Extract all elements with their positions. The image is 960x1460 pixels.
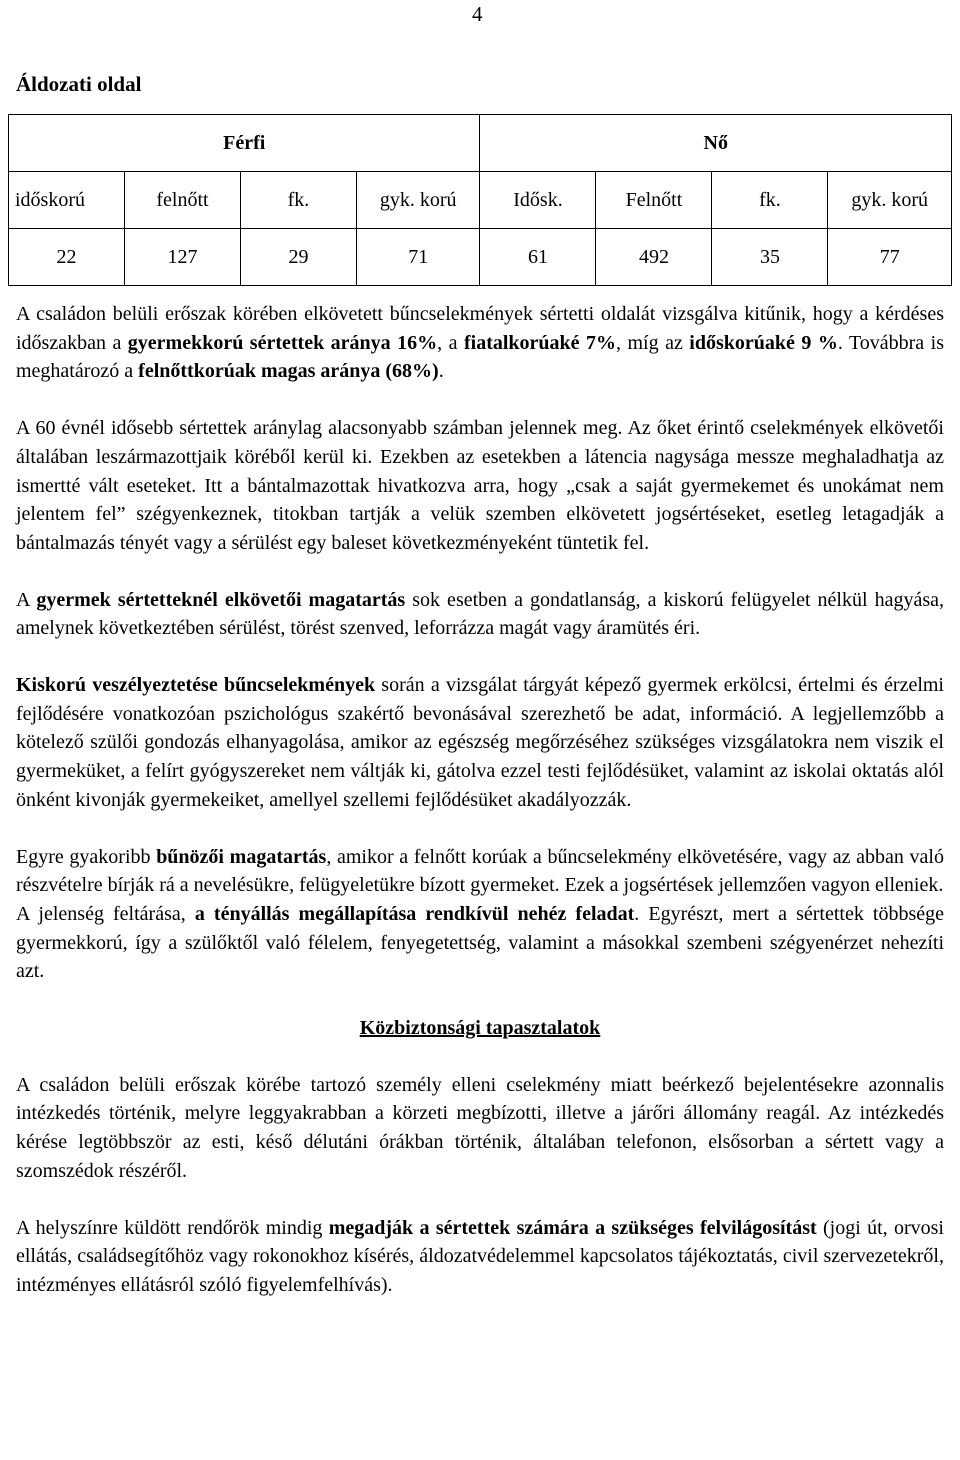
- page-number: 4: [472, 2, 483, 26]
- table-cell: 127: [124, 229, 240, 286]
- paragraph-investigation: A jelenség feltárása, a tényállás megállapítása rendkívül nehéz feladat. Egyrészt, mert a sértettek többsége gyermekkorú, így a szülőktől való félelem, fenyegetettség, valamint a másokkal szembeni szégyenérzet nehezíti azt.: [16, 902, 945, 983]
- table-cell: 71: [356, 229, 480, 286]
- table-cell: 35: [712, 229, 828, 286]
- paragraph-police-information: A helyszínre küldött rendőrök mindig megadják a sértettek számára a szükséges felvilágosítást (jogi út, orvosi ellátás, családsegítőhöz vagy rokonokhoz kísérés, áldozatvédelemmel kapcsolatos tájékoztatás, civil szervezetekről, intézményes ellátásról szóló figyelemfelhívás).: [16, 1216, 944, 1296]
- paragraph-victim-ratios: A családon belüli erőszak körében elkövetett bűncselekmények sértetti oldalát vizsgálva kitűnik, hogy a kérdéses időszakban a gyermekkorú sértettek aránya 16%, a fiatalkorúaké 7%, míg az időskorúaké 9 %. Továbbra is meghatározó a felnőttkorúak magas aránya (68%).: [16, 303, 944, 383]
- column-label: gyk. korú: [828, 172, 952, 229]
- body-text: [16, 300, 944, 1300]
- paragraph-criminal-conduct: Egyre gyakoribb bűnözői magatartás, amikor a felnőtt korúak a bűncselekmény elkövetésére, vagy az abban való részvételre bírják rá a nevelésükre, felügyeletükre bízott gyermeket. Ezek a jogsértések jellemzően vagyon elleniek.: [16, 845, 944, 897]
- column-label: felnőtt: [124, 172, 240, 229]
- paragraph-police-response: A családon belüli erőszak körébe tartozó személy elleni cselekmény miatt beérkező bejelentésekre azonnalis intézkedés történik, melyre leggyakrabban a körzeti megbízotti, illetve a járőri állomány reagál. Az intézkedés kérése legtöbbször az esti, késő délutáni órákban történik, általában telefonon, elsősorban a sértett vagy a szomszédok részéről.: [16, 1073, 944, 1182]
- group-header-male: Férfi: [9, 115, 480, 172]
- subsection-heading: Közbiztonsági tapasztalatok: [359, 1017, 601, 1040]
- paragraph-elderly-victims: A 60 évnél idősebb sértettek aránylag alacsonyabb számban jelennek meg. Az őket érintő cselekmények elkövetői általában leszármazottjaik köréből kerül ki. Ezekben az esetekben a látencia nagysága messze meghaladhatja az ismertté vált eseteket. Itt a bántalmazottak hivatkozva arra, hogy „csak a saját gyermekemet és unokámat nem jelentem fel” szégyenkeznek, titokban tartják a velük szemben elkövetett jogsértéseket, esetleg letagadják a bántalmazás tényét vagy a sérülést egy baleset következményeként tüntetik fel.: [16, 417, 944, 554]
- column-label: fk.: [712, 172, 828, 229]
- column-label: időskorú: [9, 172, 125, 229]
- column-label: fk.: [240, 172, 356, 229]
- table-cell: 77: [828, 229, 952, 286]
- group-header-female: Nő: [480, 115, 952, 172]
- table-cell: 22: [9, 229, 125, 286]
- paragraph-child-victims: A gyermek sértetteknél elkövetői magatartás sok esetben a gondatlanság, a kiskorú felügyelet nélkül hagyása, amelynek következtében sérülést, törést szenved, leforrázza magát vagy áramütés éri.: [16, 588, 944, 640]
- paragraph-child-endangerment: Kiskorú veszélyeztetése bűncselekmények során a vizsgálat tárgyát képező gyermek erkölcsi, értelmi és érzelmi fejlődésére vonatkozóan pszichológus szakértő bevonásával szerezhető be adat, információ. A legjellemzőbb a kötelező szülői gondozás elhanyagolása, amikor az egészség megőrzéséhez szükséges vizsgálatokra nem viszik el gyermeküket, a felírt gyógyszereket nem váltják ki, gátolva ezzel testi fejlődésüket, valamint az iskolai oktatás alól önként kivonják gyermekeiket, amellyel szellemi fejlődésüket akadályozzák.: [16, 674, 944, 811]
- table-column-label-row: [9, 172, 952, 229]
- table-row: [9, 229, 952, 286]
- column-label: Felnőtt: [596, 172, 712, 229]
- section-title: Áldozati oldal: [16, 72, 142, 96]
- table-cell: 492: [596, 229, 712, 286]
- table-cell: 61: [480, 229, 596, 286]
- column-label: gyk. korú: [356, 172, 480, 229]
- victims-table: [8, 114, 952, 286]
- table-cell: 29: [240, 229, 356, 286]
- table-group-header-row: [9, 115, 952, 172]
- column-label: Idősk.: [480, 172, 596, 229]
